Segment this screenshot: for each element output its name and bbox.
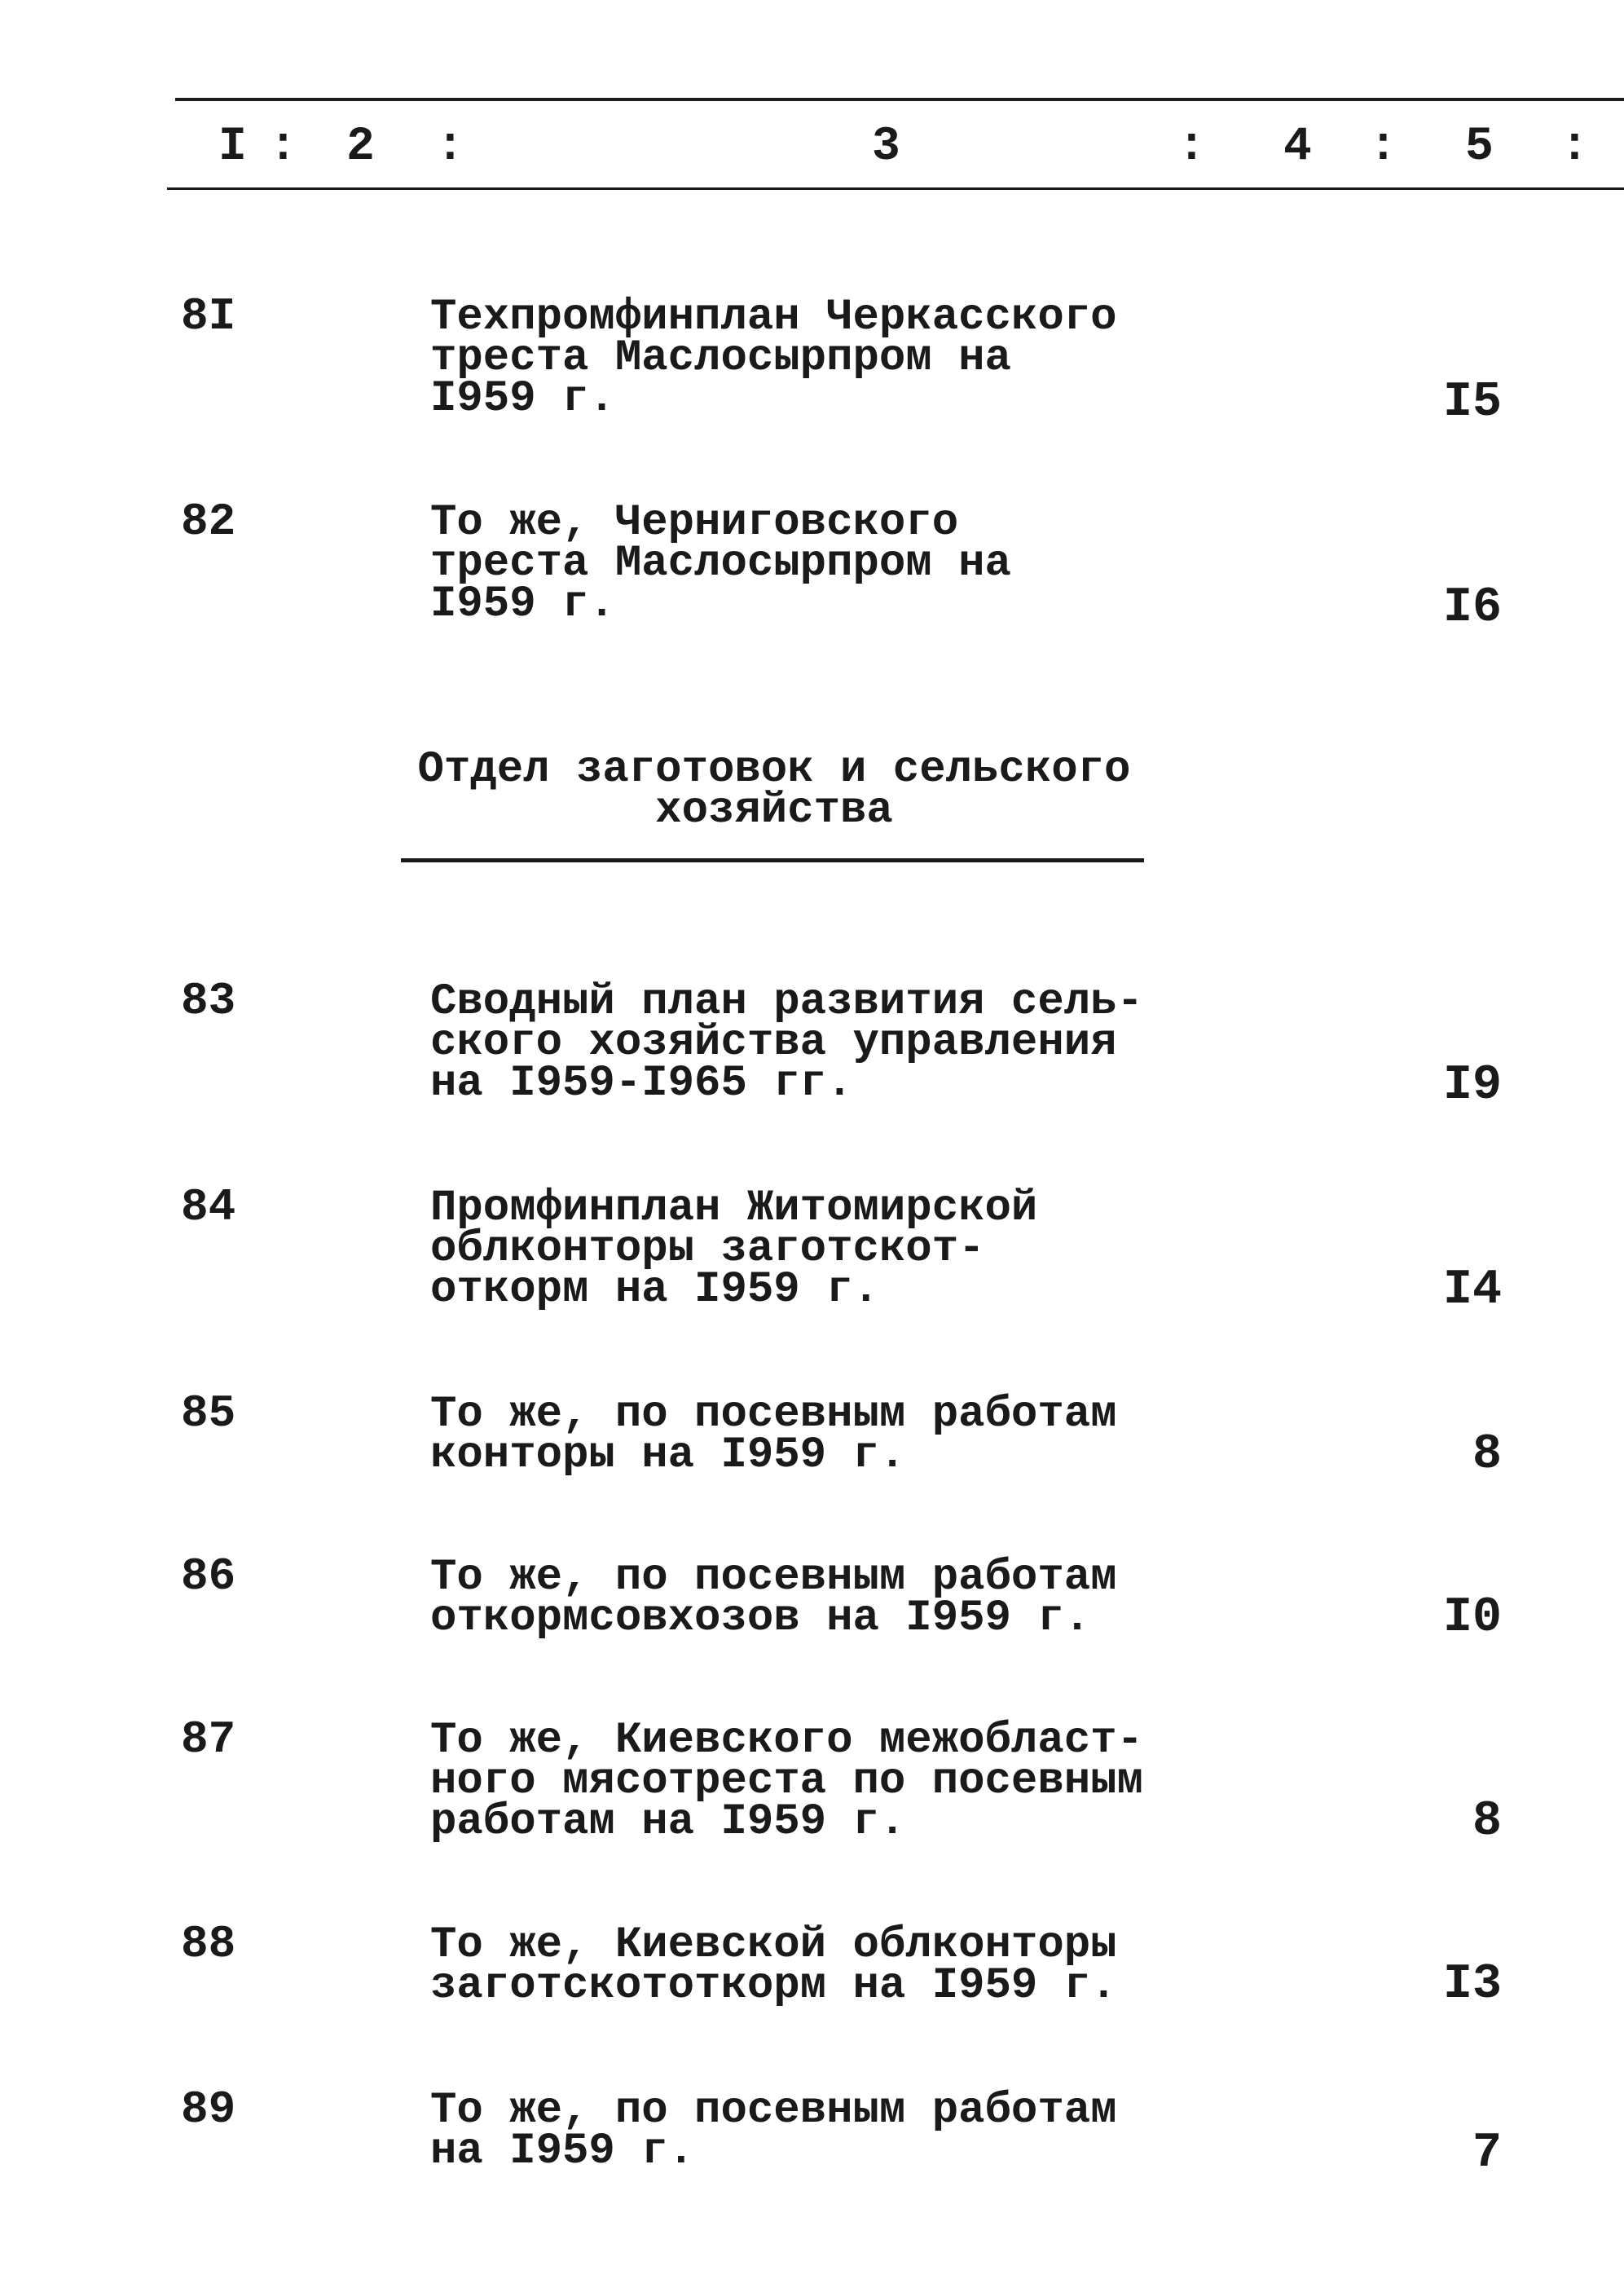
header-separator: :: [436, 121, 464, 174]
header-col-5: 5: [1465, 121, 1494, 174]
entry-description: То же, по посевным работам на I959 г.: [430, 2086, 1117, 2176]
section-title: Отдел заготовок и сельского хозяйства: [417, 745, 1131, 835]
header-bottom-rule: [167, 187, 1624, 190]
entry-description: То же, по посевным работам конторы на I959 г.: [430, 1390, 1117, 1480]
entry-pages: I9: [1442, 1058, 1502, 1113]
section-underline: [401, 858, 1144, 862]
entry-number: 85: [181, 1387, 236, 1439]
entry-pages: 8: [1472, 1427, 1502, 1483]
header-separator: :: [1560, 121, 1589, 174]
entry-number: 88: [181, 1918, 236, 1970]
entry-description: Промфинплан Житомирской облконторы заготскот- откорм на I959 г.: [430, 1184, 1038, 1315]
entry-number: 86: [181, 1550, 236, 1602]
entry-description: То же, Киевского межобласт- ного мясотреста по посевным работам на I959 г.: [430, 1716, 1143, 1847]
entry-description: То же, Киевской облконторы заготскототкорм на I959 г.: [430, 1920, 1117, 2011]
entry-description: То же, по посевным работам откормсовхозов на I959 г.: [430, 1553, 1117, 1643]
header-separator: :: [1177, 121, 1206, 174]
entry-pages: I5: [1442, 375, 1502, 430]
entry-number: 87: [181, 1713, 236, 1765]
entry-pages: 8: [1472, 1794, 1502, 1849]
header-separator: :: [269, 121, 297, 174]
entry-description: Техпромфинплан Черкасского треста Маслосырпром на I959 г.: [430, 293, 1117, 424]
entry-number: 84: [181, 1181, 236, 1233]
header-col-1: I: [218, 121, 247, 174]
entry-description: То же, Черниговского треста Маслосырпром на I959 г.: [430, 498, 1011, 629]
entry-pages: I3: [1442, 1957, 1502, 2012]
entry-number: 83: [181, 975, 236, 1027]
entry-number: 82: [181, 496, 236, 548]
entry-pages: I6: [1442, 580, 1502, 636]
header-separator: :: [1369, 121, 1397, 174]
entry-pages: I0: [1442, 1590, 1502, 1646]
header-col-4: 4: [1283, 121, 1312, 174]
entry-description: Сводный план развития сель- ского хозяйства управления на I959-I965 гг.: [430, 977, 1143, 1109]
header-col-3: 3: [872, 121, 900, 174]
entry-pages: 7: [1472, 2126, 1502, 2181]
entry-number: 8I: [181, 290, 236, 342]
entry-number: 89: [181, 2083, 236, 2136]
header-col-2: 2: [346, 121, 375, 174]
header-top-rule: [175, 98, 1624, 101]
entry-pages: I4: [1442, 1263, 1502, 1318]
